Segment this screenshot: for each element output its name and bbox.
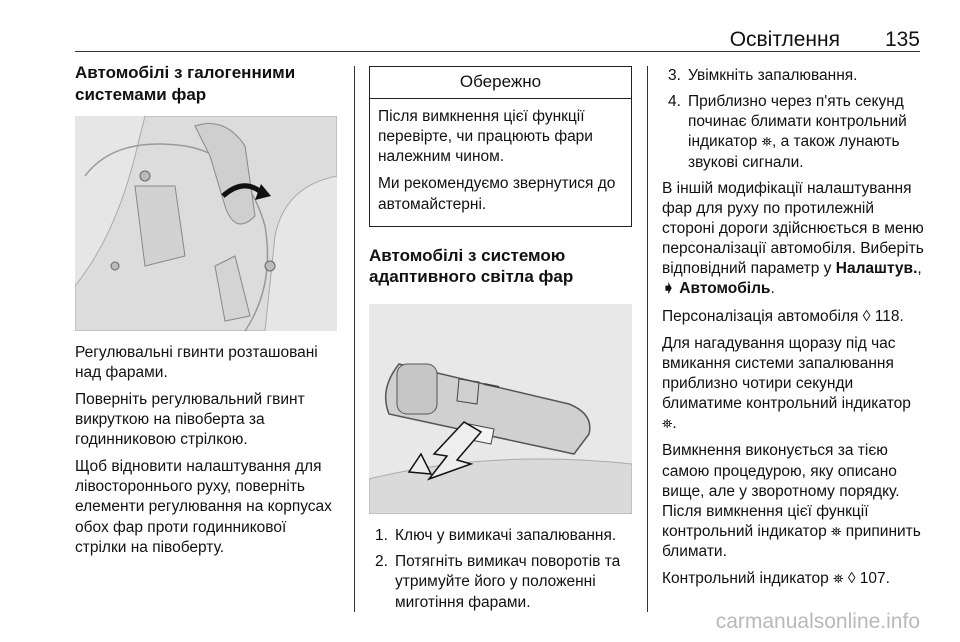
caution-text: Ми рекомендуємо звернутися до автомайстерні.: [378, 175, 616, 213]
section-heading-halogen: Автомобілі з галогенними системами фар: [75, 63, 296, 104]
caution-text: Після вимкнення цієї функції перевірте, чи працюють фари належним чином.: [378, 108, 593, 166]
paragraph: Вимкнення виконується за тією самою процедурою, яку описано вище, але у зворотному порядку. Після вимкнення цієї функції контрольний індикатор ⛯ припинить блимати.: [662, 442, 921, 561]
page-reference-icon: ◊: [847, 570, 856, 588]
paragraph: Персоналізація автомобіля ◊ 118.: [662, 307, 904, 325]
list-item: 2. Потягніть вимикач поворотів та утримуйте його у положенні миготіння фарами.: [375, 553, 621, 611]
column-2: [369, 66, 632, 619]
page-reference[interactable]: 118: [874, 307, 900, 325]
watermark: carmanualsonline.info: [715, 610, 920, 633]
header-rule: [75, 51, 920, 52]
page-header-title: Освітлення: [729, 28, 840, 51]
paragraph: Для нагадування щоразу під час вмикання системи запалювання приблизно чотири секунди блиматиме контрольний індикатор ⛯.: [662, 334, 911, 433]
steps-list: [369, 526, 632, 613]
column-3: [662, 66, 927, 596]
list-item: 4. Приблизно через п'ять секунд починає блимати контрольний індикатор ⛯, а також лунають звукові сигнали.: [668, 93, 907, 171]
caution-title: Обережно: [370, 67, 631, 99]
page-reference[interactable]: 107: [859, 570, 886, 588]
column-divider: [354, 66, 355, 612]
headlamp-indicator-icon: ⛯: [761, 134, 772, 150]
page-reference-icon: ◊: [862, 307, 871, 325]
headlamp-indicator-icon: ⛯: [662, 416, 673, 432]
page-number: 135: [884, 28, 920, 51]
section-heading-adaptive: Автомобілі з системою адаптивного світла фар: [369, 245, 574, 287]
column-divider: [647, 66, 648, 612]
caution-box: [369, 66, 632, 227]
headlamp-indicator-icon: ⛯: [831, 523, 842, 539]
menu-arrow-icon: ➧: [662, 280, 675, 298]
paragraph: Щоб відновити налаштування для лівостороннього руху, поверніть елементи регулювання на корпусах обох фар проти годинникової стрілки на півоберту.: [75, 458, 332, 556]
steps-list: [662, 66, 927, 173]
paragraph: В іншій модифікації налаштування фар для руху по протилежній стороні дороги здійснюється в меню персоналізації автомобіля. Виберіть відповідний параметр у Налаштув., ➧ Автомобіль.: [662, 179, 924, 298]
paragraph: Контрольний індикатор ⛯ ◊ 107.: [662, 570, 890, 588]
list-item: 3. Увімкніть запалювання.: [668, 67, 858, 84]
paragraph: Поверніть регулювальний гвинт викруткою на півоберта за годинниковою стрілкою.: [75, 390, 305, 449]
column-1: [75, 62, 337, 565]
paragraph: Регулювальні гвинти розташовані над фарами.: [75, 343, 318, 381]
headlamp-indicator-icon: ⛯: [833, 571, 844, 587]
headlamp-adjust-illustration: [75, 116, 337, 331]
turn-signal-lever-illustration: [369, 304, 632, 514]
list-item: 1. Ключ у вимикачі запалювання.: [375, 527, 617, 545]
